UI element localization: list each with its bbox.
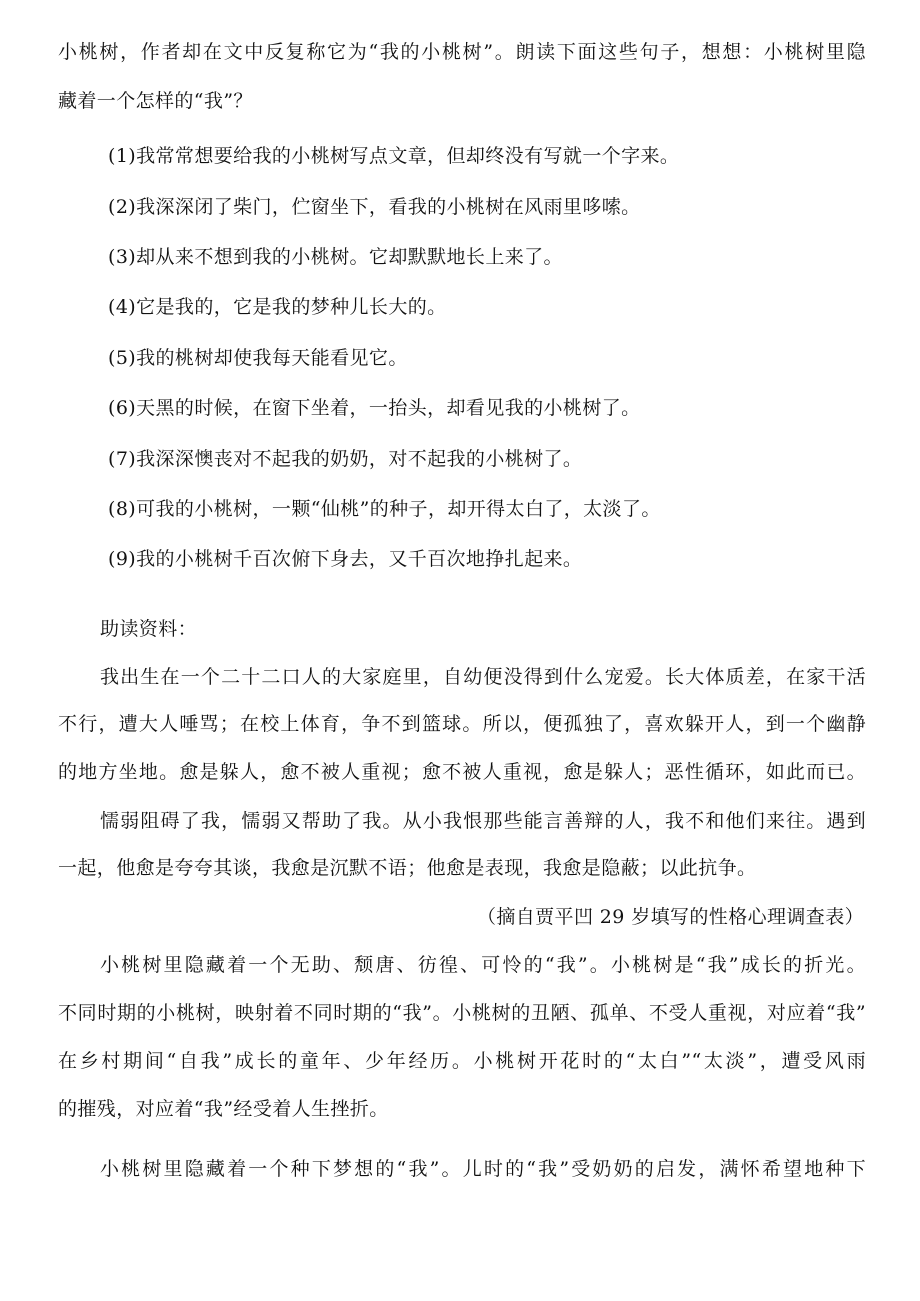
sentence-item: (4)它是我的，它是我的梦种儿长大的。 xyxy=(108,296,447,318)
sentence-item: (6)天黑的时候，在窗下坐着，一抬头，却看见我的小桃树了。 xyxy=(108,397,641,419)
reading-heading: 助读资料： xyxy=(100,618,198,640)
analysis-p1-line-2: 不同时期的小桃树，映射着不同时期的“我”。小桃树的丑陋、孤单、不受人重视，对应着“我” xyxy=(58,1002,866,1024)
sentence-item: (9)我的小桃树千百次俯下身去，又千百次地挣扎起来。 xyxy=(108,548,583,570)
analysis-p1-line-1: 小桃树里隐藏着一个无助、颓唐、彷徨、可怜的“我”。小桃树是“我”成长的折光。 xyxy=(100,954,866,976)
sentence-item: (8)可我的小桃树，一颗“仙桃”的种子，却开得太白了，太淡了。 xyxy=(108,498,661,520)
intro-line-1: 小桃树，作者却在文中反复称它为“我的小桃树”。朗读下面这些句子，想想：小桃树里隐 xyxy=(58,41,866,63)
sentence-item: (5)我的桃树却使我每天能看见它。 xyxy=(108,347,408,369)
reading-p2-line-2: 一起，他愈是夸夸其谈，我愈是沉默不语；他愈是表现，我愈是隐蔽；以此抗争。 xyxy=(58,857,757,879)
analysis-p2-line-1: 小桃树里隐藏着一个种下梦想的“我”。儿时的“我”受奶奶的启发，满怀希望地种下 xyxy=(100,1158,866,1180)
reading-p1-line-3: 的地方坐地。愈是躲人，愈不被人重视；愈不被人重视，愈是躲人；恶性循环，如此而已。 xyxy=(58,761,866,783)
reading-p2-line-1: 懦弱阻碍了我，懦弱又帮助了我。从小我恨那些能言善辩的人，我不和他们来往。遇到 xyxy=(100,810,866,832)
sentence-item: (1)我常常想要给我的小桃树写点文章，但却终没有写就一个字来。 xyxy=(108,145,680,167)
intro-line-2: 藏着一个怎样的“我”？ xyxy=(58,90,253,112)
sentence-item: (2)我深深闭了柴门，伫窗坐下，看我的小桃树在风雨里哆嗦。 xyxy=(108,196,641,218)
reading-p1-line-1: 我出生在一个二十二口人的大家庭里，自幼便没得到什么宠爱。长大体质差，在家干活 xyxy=(100,666,866,688)
sentence-item: (7)我深深懊丧对不起我的奶奶，对不起我的小桃树了。 xyxy=(108,448,583,470)
analysis-p1-line-4: 的摧残，对应着“我”经受着人生挫折。 xyxy=(58,1098,389,1120)
sentence-item: (3)却从来不想到我的小桃树。它却默默地长上来了。 xyxy=(108,246,563,268)
analysis-p1-line-3: 在乡村期间“自我”成长的童年、少年经历。小桃树开花时的“太白”“太淡”，遭受风雨 xyxy=(58,1050,866,1072)
reading-p1-line-2: 不行，遭大人唾骂；在校上体育，争不到篮球。所以，便孤独了，喜欢躲开人，到一个幽静 xyxy=(58,713,866,735)
source-note: （摘自贾平凹 29 岁填写的性格心理调查表） xyxy=(476,906,864,928)
